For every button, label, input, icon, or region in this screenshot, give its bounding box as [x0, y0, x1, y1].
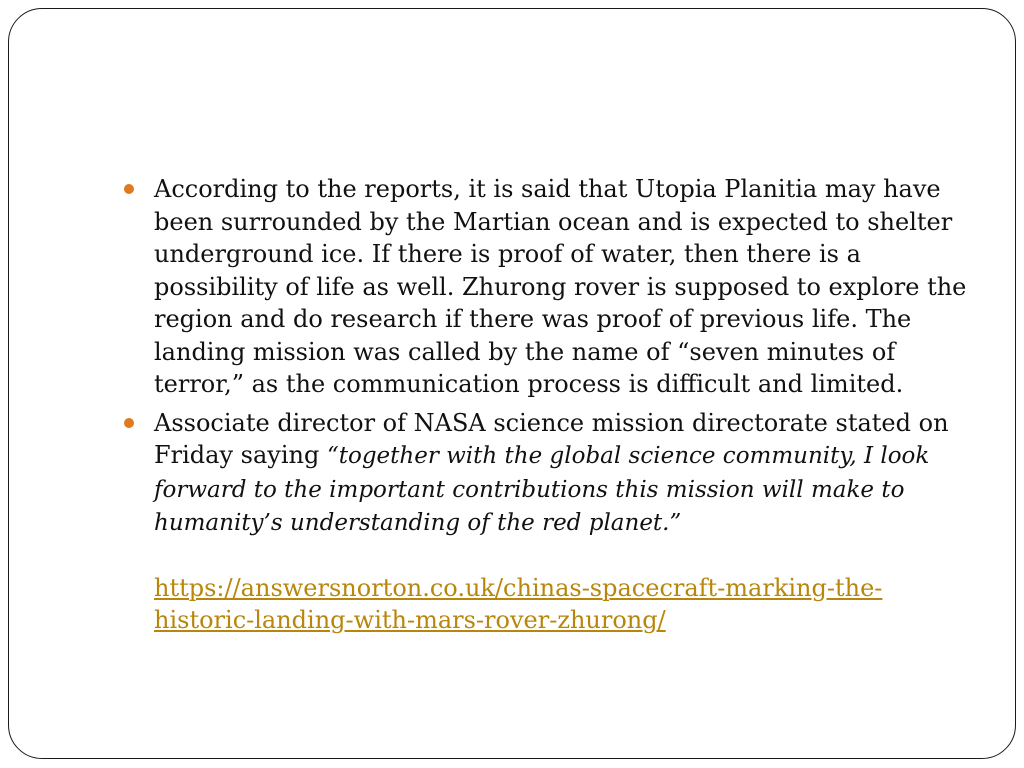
slide-content	[119, 173, 979, 643]
bullet-list	[119, 173, 979, 637]
quote-text: “together with the global science community, I look forward to the important contributions this mission will make to humanity’s understanding of the red planet.”	[154, 443, 930, 536]
slide-frame	[8, 8, 1016, 759]
bullet-dot-icon	[124, 418, 134, 428]
source-link[interactable]: https://answersnorton.co.uk/chinas-spacecraft-marking-the-historic-landing-with-mars-rover-zhurong/	[154, 573, 883, 634]
bullet-text: Associate director of NASA science mission directorate stated on Friday saying	[154, 408, 949, 469]
spacer	[154, 540, 979, 572]
bullet-item-utopia-planitia	[119, 173, 979, 401]
bullet-text: According to the reports, it is said that Utopia Planitia may have been surrounded by the Martian ocean and is expected to shelter underground ice. If there is proof of water, then there is a possibility of life as well. Zhurong rover is supposed to explore the region and do research if there was proof of previous life. The landing mission was called by the name of “seven minutes of terror,” as the communication process is difficult and limited.	[154, 175, 967, 398]
bullet-dot-icon	[124, 184, 134, 194]
bullet-item-nasa-quote	[119, 407, 979, 637]
